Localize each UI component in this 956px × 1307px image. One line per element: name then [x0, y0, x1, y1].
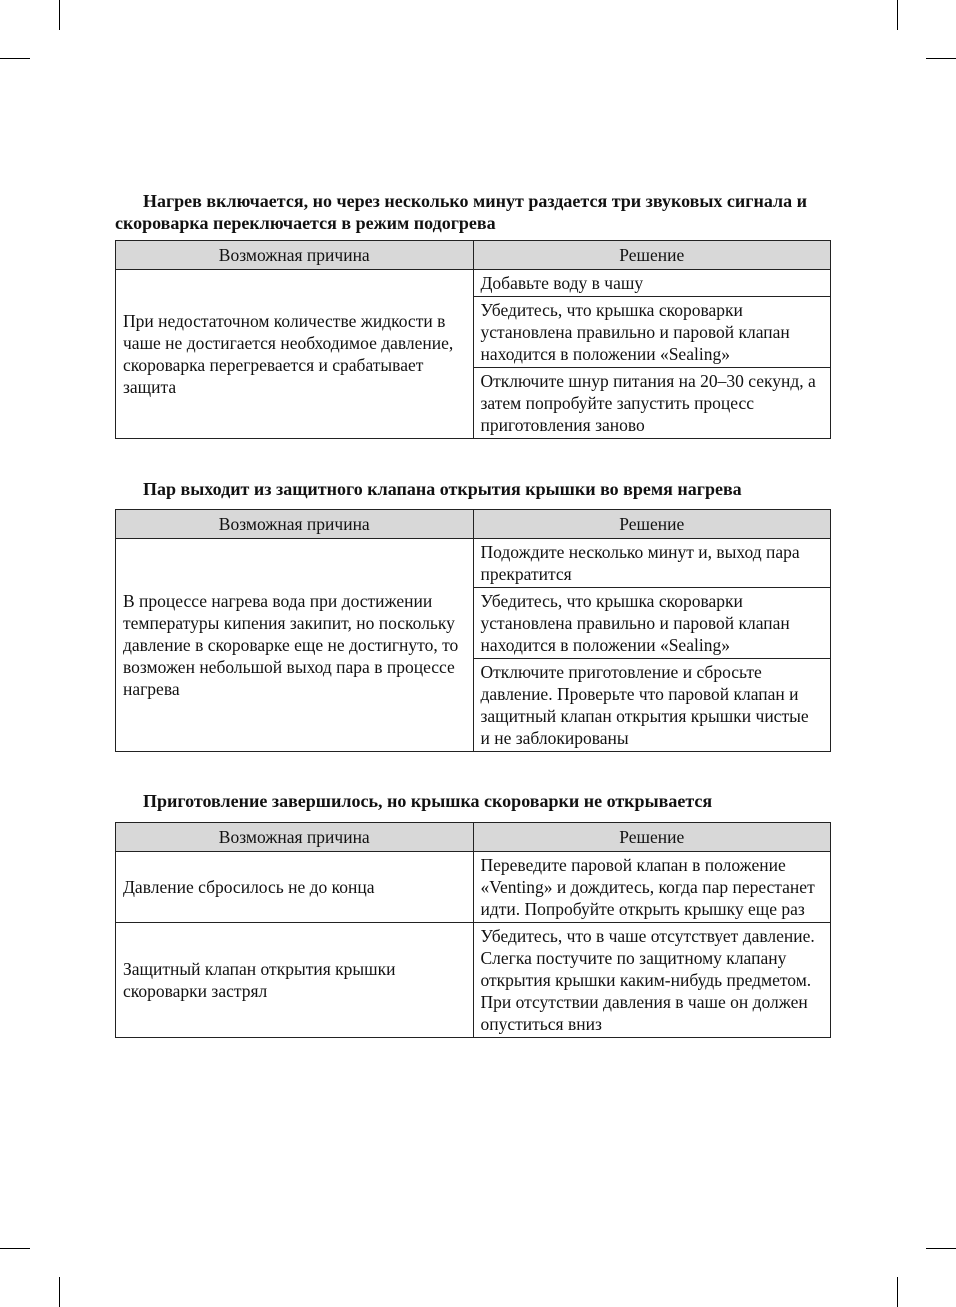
solution-cell: Добавьте воду в чашу	[473, 270, 831, 297]
table-header-row	[116, 241, 831, 270]
solution-cell: Убедитесь, что крышка скороварки установлена правильно и паровой клапан находится в положении «Sealing»	[473, 588, 831, 659]
troubleshooting-section-3	[115, 790, 830, 1038]
cause-column-header: Возможная причина	[116, 510, 474, 539]
solution-cell: Переведите паровой клапан в положение «Venting» и дождитесь, когда пар перестанет идти. Попробуйте открыть крышку еще раз	[473, 852, 831, 923]
troubleshooting-table	[115, 240, 831, 439]
crop-mark-left-top	[0, 58, 30, 59]
crop-mark-left-bottom	[0, 1248, 30, 1249]
crop-mark-right-top	[926, 58, 956, 59]
troubleshooting-section-1	[115, 190, 830, 439]
troubleshooting-table	[115, 509, 831, 752]
crop-mark-right-bottom	[926, 1248, 956, 1249]
crop-mark-top-left	[59, 0, 60, 30]
cause-cell: Давление сбросилось не до конца	[116, 852, 474, 923]
solution-cell: Отключите приготовление и сбросьте давление. Проверьте что паровой клапан и защитный клапан открытия крышки чистые и не заблокированы	[473, 659, 831, 752]
section-title: Нагрев включается, но через несколько минут раздается три звуковых сигнала и скороварка переключается в режим подогрева	[115, 191, 807, 233]
table-row	[116, 539, 831, 588]
troubleshooting-section-2	[115, 478, 830, 752]
section-title: Пар выходит из защитного клапана открытия крышки во время нагрева	[143, 479, 742, 499]
cause-column-header: Возможная причина	[116, 241, 474, 270]
solution-cell: Подождите несколько минут и, выход пара прекратится	[473, 539, 831, 588]
crop-mark-bottom-right	[897, 1277, 898, 1307]
cause-cell: При недостаточном количестве жидкости в чаше не достигается необходимое давление, скороварка перегревается и срабатывает защита	[116, 270, 474, 439]
solution-column-header: Решение	[473, 823, 831, 852]
section-title: Приготовление завершилось, но крышка скороварки не открывается	[143, 791, 713, 811]
table-row	[116, 923, 831, 1038]
cause-cell: В процессе нагрева вода при достижении температуры кипения закипит, но поскольку давление в скороварке еще не достигнуто, то возможен небольшой выход пара в процессе нагрева	[116, 539, 474, 752]
solution-cell: Убедитесь, что в чаше отсутствует давление. Слегка постучите по защитному клапану открытия крышки каким-нибудь предметом. При отсутствии давления в чаше он должен опуститься вниз	[473, 923, 831, 1038]
table-header-row	[116, 823, 831, 852]
cause-column-header: Возможная причина	[116, 823, 474, 852]
crop-mark-top-right	[897, 0, 898, 30]
solution-column-header: Решение	[473, 510, 831, 539]
solution-cell: Убедитесь, что крышка скороварки установлена правильно и паровой клапан находится в положении «Sealing»	[473, 297, 831, 368]
table-header-row	[116, 510, 831, 539]
table-row	[116, 270, 831, 297]
solution-cell: Отключите шнур питания на 20–30 секунд, а затем попробуйте запустить процесс приготовления заново	[473, 368, 831, 439]
crop-mark-bottom-left	[59, 1277, 60, 1307]
cause-cell: Защитный клапан открытия крышки скороварки застрял	[116, 923, 474, 1038]
troubleshooting-table	[115, 822, 831, 1038]
table-row	[116, 852, 831, 923]
solution-column-header: Решение	[473, 241, 831, 270]
